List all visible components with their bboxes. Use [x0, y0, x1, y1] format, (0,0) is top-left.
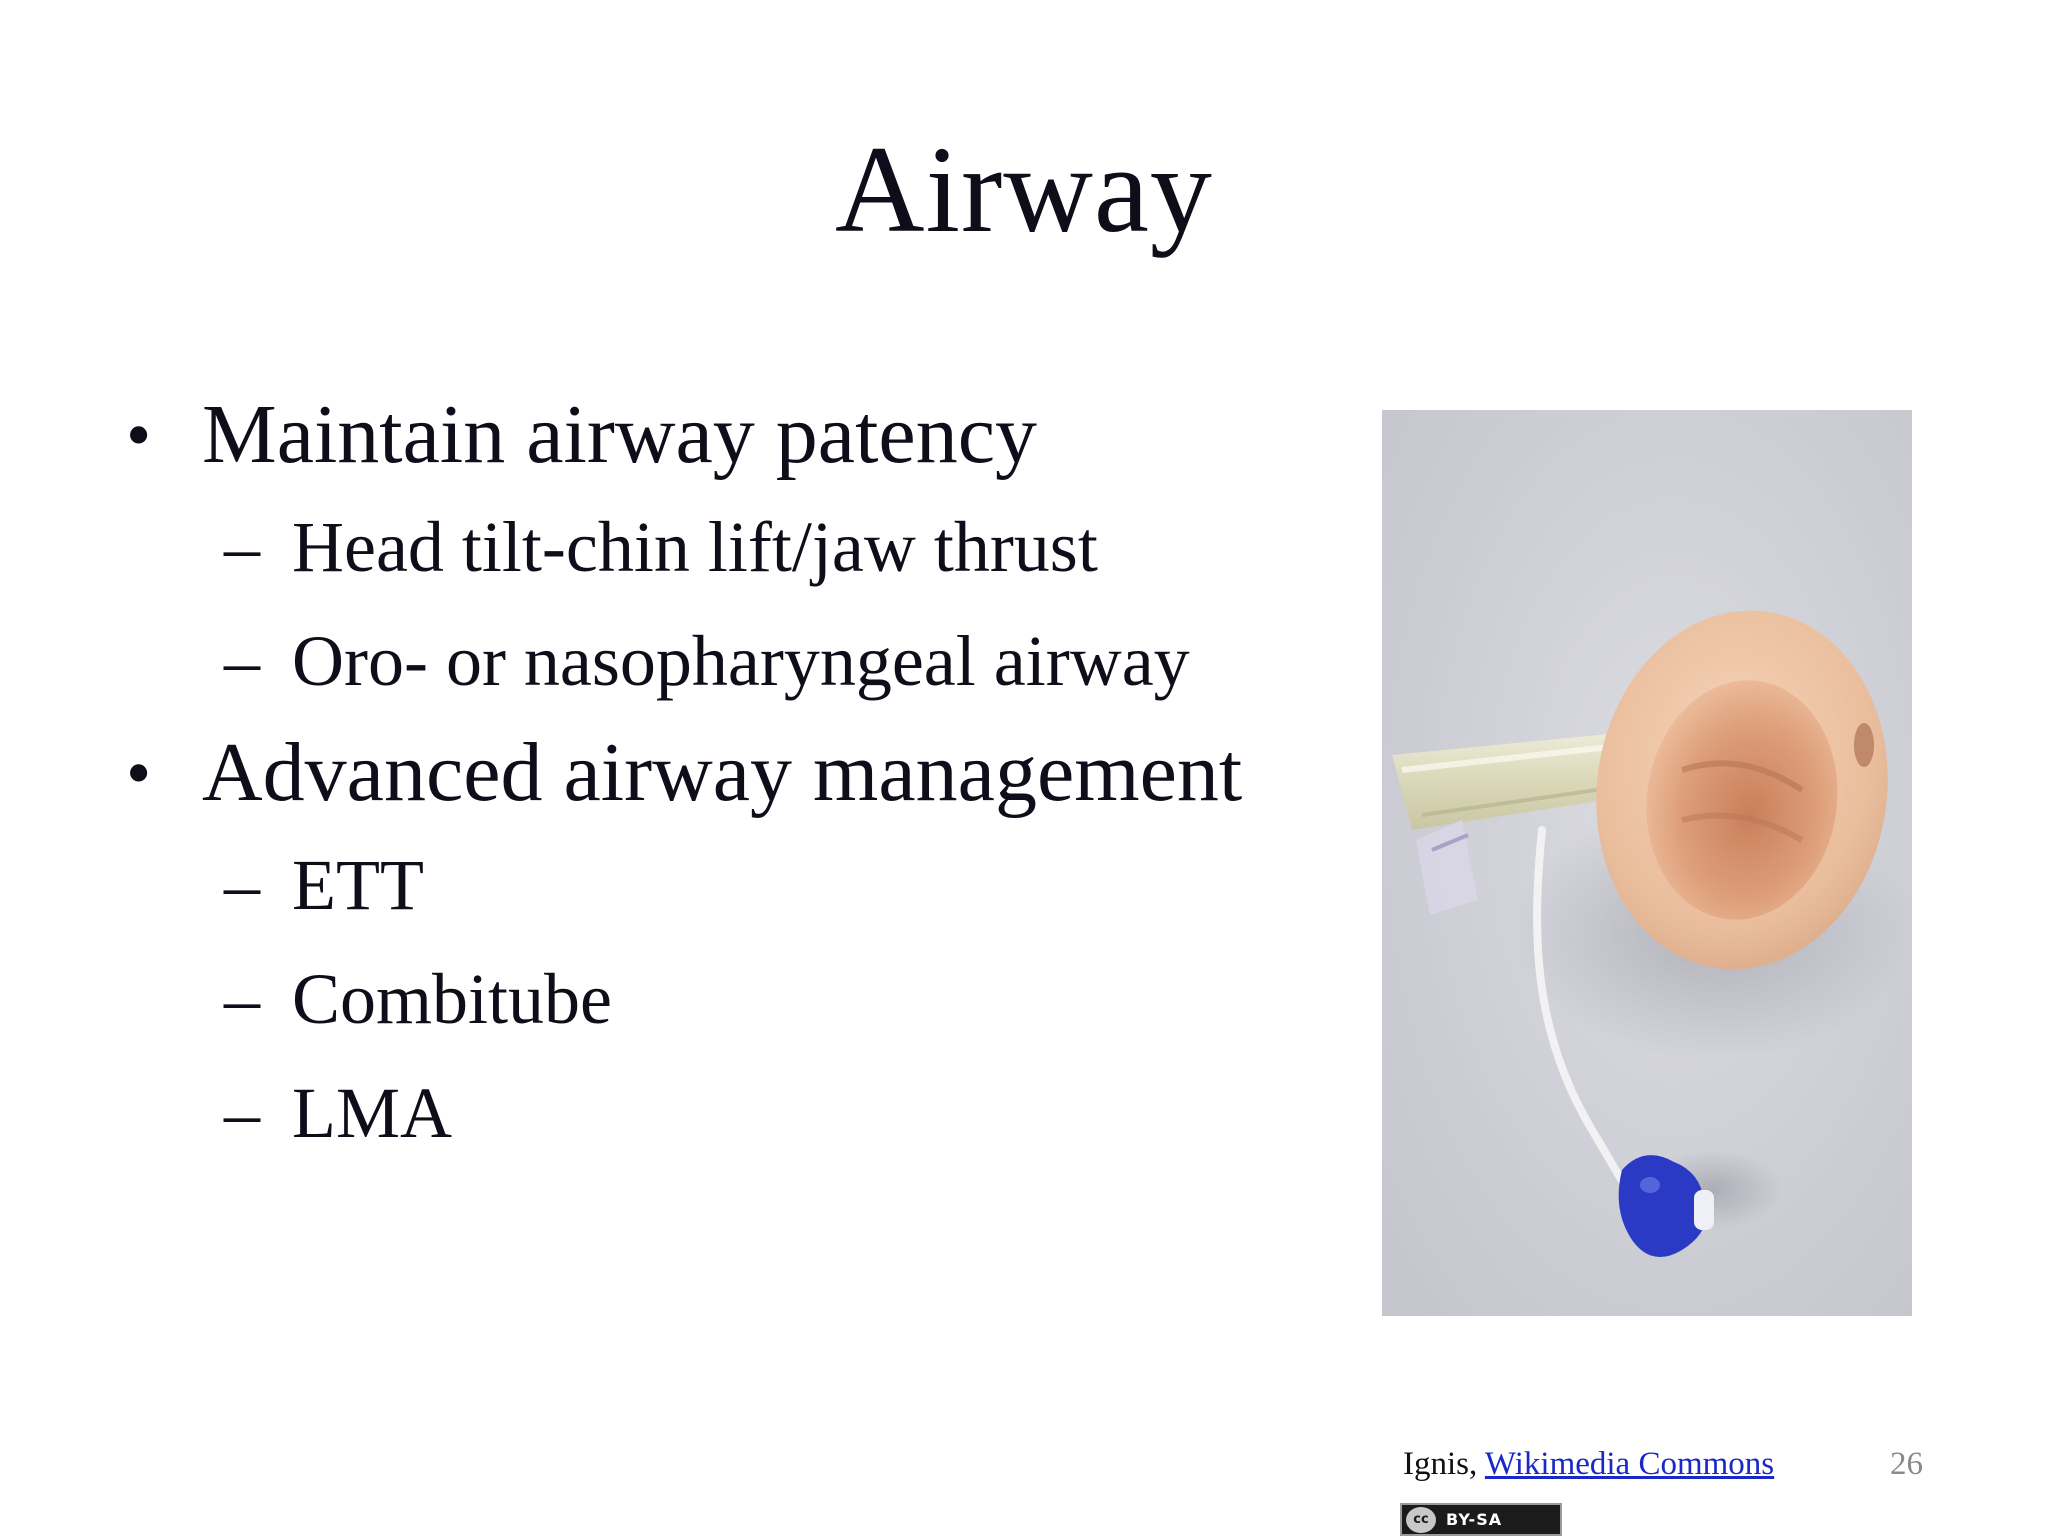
bullet-list — [120, 380, 1360, 1170]
sub-bullet-marker: – — [224, 507, 260, 587]
sub-bullet-marker: – — [224, 845, 260, 925]
slide-title: Airway — [835, 121, 1213, 258]
license-label: BY-SA — [1446, 1510, 1503, 1529]
laryngeal-mask-airway-illustration — [1382, 410, 1912, 1316]
bullet-marker: • — [126, 395, 152, 475]
credit-author: Ignis, — [1403, 1446, 1478, 1482]
sub-bullet-item — [120, 942, 1360, 1056]
image-credit — [1403, 1446, 1774, 1483]
sub-bullet-marker: – — [224, 959, 260, 1039]
creative-commons-icon: cc — [1406, 1507, 1436, 1533]
laryngeal-mask-airway-photo — [1382, 410, 1912, 1316]
wikimedia-commons-link[interactable]: Wikimedia Commons — [1484, 1446, 1775, 1482]
sub-bullet-marker: – — [224, 1073, 260, 1153]
sub-bullet-marker: – — [224, 621, 260, 701]
slide-number: 26 — [1890, 1446, 1923, 1482]
sub-bullet-text: Head tilt-chin lift/jaw thrust — [292, 507, 1098, 587]
sub-bullet-text: LMA — [292, 1073, 452, 1153]
sub-bullet-item — [120, 490, 1360, 604]
sub-bullet-text: Oro- or nasopharyngeal airway — [292, 621, 1190, 701]
sub-bullet-item — [120, 828, 1360, 942]
bullet-item — [120, 380, 1360, 490]
sub-bullet-text: Combitube — [292, 959, 612, 1039]
sub-bullet-text: ETT — [292, 845, 424, 925]
cc-license-badge[interactable] — [1400, 1503, 1562, 1536]
sub-bullet-item — [120, 1056, 1360, 1170]
bullet-marker: • — [126, 733, 152, 813]
sub-bullet-item — [120, 604, 1360, 718]
bullet-text: Advanced airway management — [202, 726, 1243, 819]
bullet-text: Maintain airway patency — [202, 388, 1037, 481]
bullet-item — [120, 718, 1360, 828]
